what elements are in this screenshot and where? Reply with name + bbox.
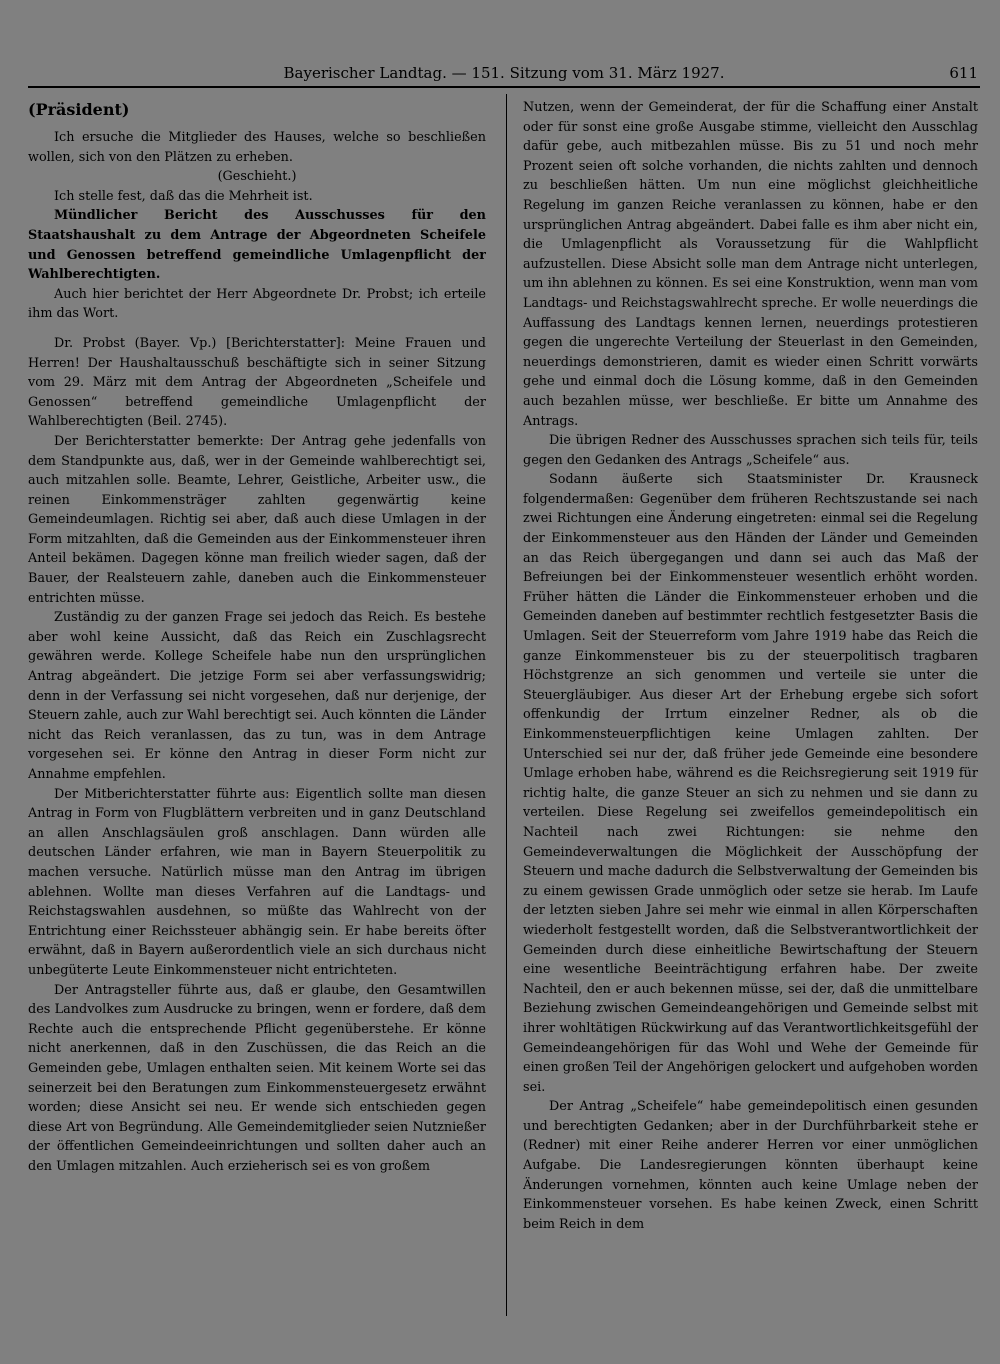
header-rule	[28, 86, 980, 88]
speaker-label: (Präsident)	[28, 100, 130, 119]
paragraph: Der Antragsteller führte aus, daß er glaube, den Gesamtwillen des Landvolkes zum Ausdrucke zu bringen, wenn er fordere, daß dem Rechte auch die entsprechende Pflicht gegenüberstehe. Er könne nicht anerkennen, daß in den Zuschüssen, die das Reich an die Gemeinden gebe, Umlagen enthalten seien. Mit keinem Worte sei das seinerzeit bei den Beratungen zum Einkommensteuergesetz erwähnt worden; diese Ansicht sei neu. Er wende sich entschieden gegen diese Art von Begründung. Alle Gemeindemitglieder seien Nutznießer der öffentlichen Gemeindeeinrichtungen und sollten daher auch an den Umlagen mitzahlen. Auch erzieherisch sei es von großem	[28, 982, 486, 1174]
left-column	[28, 98, 486, 1318]
paragraph: Sodann äußerte sich Staatsminister Dr. Krausneck folgendermaßen: Gegenüber dem früheren Rechtszustande sei nach zwei Richtungen eine Änderung eingetreten: einmal sei die Regelung der Einkommensteuer aus den Händen der Länder und Gemeinden an das Reich übergegangen und dann sei auch das Maß der Befreiungen bei der Einkommensteuer wesentlich erhöht worden. Früher hätten die Länder die Einkommensteuer erhoben und die Gemeinden daneben auf bestimmter rechtlich festgesetzter Basis die Umlagen. Seit der Steuerreform vom Jahre 1919 habe das Reich die ganze Einkommensteuer bis zu der steuerpolitisch tragbaren Höchstgrenze an sich genommen und verteile sie unter die Steuergläubiger. Aus dieser Art der Erhebung ergebe sich sofort offenkundig der Irrtum einzelner Redner, als ob die Einkommensteuerpflichtigen keine Umlagen zahlten. Der Unterschied sei nur der, daß früher jede Gemeinde eine besondere Umlage erhoben habe, während es die Reichsregierung seit 1919 für richtig halte, die ganze Steuer an sich zu nehmen und sie dann zu verteilen. Diese Regelung sei zweifellos gemeindepolitisch ein Nachteil nach zwei Richtungen: sie nehme den Gemeindeverwaltungen die Möglichkeit der Ausschöpfung der Steuern und mache dadurch die Selbstverwaltung der Gemeinden bis zu einem gewissen Grade unmöglich oder setze sie herab. Im Laufe der letzten sieben Jahre sei mehr wie einmal in allen Körperschaften wiederholt festgestellt worden, daß die Selbstverantwortlichkeit der Gemeinden durch diese einheitliche Bewirtschaftung der Steuern eine wesentliche Beeinträchtigung erfahren habe. Der zweite Nachteil, den er auch bekennen müsse, sei der, daß die unmittelbare Beziehung zwischen Gemeindeangehörigen und Gemeinde selbst mit ihrer wohltätigen Rückwirkung auf das Verantwortlichkeitsgefühl der Gemeindeangehörigen für das Wohl und Wehe der Gemeinde für einen großen Teil der Angehörigen gelockert und aufgehoben worden sei.	[523, 472, 978, 1095]
paragraph: Zuständig zu der ganzen Frage sei jedoch das Reich. Es bestehe aber wohl keine Aussicht, daß das Reich ein Zuschlagsrecht gewähren werde. Kollege Scheifele habe nun den ursprünglichen Antrag abgeändert. Die jetzige Form sei aber verfassungswidrig; denn in der Verfassung sei nicht vorgesehen, daß nur derjenige, der Steuern zahle, auch zur Wahl berechtigt sei. Auch könnten die Länder nicht das Reich veranlassen, das zu tun, was in dem Antrage vorgesehen sei. Er könne den Antrag in dieser Form nicht zur Annahme empfehlen.	[28, 610, 486, 782]
paragraph: Nutzen, wenn der Gemeinderat, der für die Schaffung einer Anstalt oder für sonst eine große Ausgabe stimme, vielleicht den Ausschlag dafür gebe, auch mitbezahlen müsse. Bis zu 51 und noch mehr Prozent seien oft solche vorhanden, die nichts zahlten und dennoch zu beschließen hätten. Um nun eine möglichst gleichheitliche Regelung im ganzen Reiche veranlassen zu können, habe er den ursprünglichen Antrag abgeändert. Dabei falle es ihm aber nicht ein, die Umlagenpflicht als Voraussetzung für die Wahlpflicht aufzustellen. Diese Absicht solle man dem Antrage nicht unterlegen, um ihn ablehnen zu können. Es sei eine Konstruktion, wenn man vom Landtags- und Reichstagswahlrecht spreche. Er wolle neuerdings die Auffassung des Landtags kennen lernen, neuerdings protestieren gegen die ungerechte Verteilung der Steuerlast in den Gemeinden, neuerdings demonstrieren, damit es wieder einen Schritt vorwärts gehe und einmal doch die Lösung komme, daß in den Gemeinden auch bezahlen müsse, wer beschließe. Er bitte um Annahme des Antrags.	[523, 100, 978, 429]
agenda-item-title: Mündlicher Bericht des Ausschusses für den Staatshaushalt zu dem Antrage der Abgeordneten Scheifele und Genossen betreffend gemeindliche Umlagenpflicht der Wahlberechtigten.	[28, 208, 486, 283]
header-title: Bayerischer Landtag. — 151. Sitzung vom 31. März 1927.	[283, 64, 725, 82]
paragraph: Ich ersuche die Mitglieder des Hauses, welche so beschließen wollen, sich von den Plätzen zu erheben.	[28, 130, 486, 165]
paragraph: Der Berichterstatter bemerkte: Der Antrag gehe jedenfalls von dem Standpunkte aus, daß, wer in der Gemeinde wahlberechtigt sei, auch mitzahlen solle. Beamte, Lehrer, Geistliche, Arbeiter usw., die reinen Einkommensträger zahlten gegenwärtig keine Gemeindeumlagen. Richtig sei aber, daß auch diese Umlagen in der Form mitzahlten, daß die Gemeinden aus der Einkommensteuer ihren Anteil bekämen. Dagegen könne man freilich wieder sagen, daß der Bauer, der Realsteuern zahle, daneben auch die Einkommensteuer entrichten müsse.	[28, 433, 486, 606]
column-divider	[506, 94, 507, 1316]
paragraph: Dr. Probst (Bayer. Vp.) [Berichterstatter]: Meine Frauen und Herren! Der Haushaltausschuß beschäftigte sich in seiner Sitzung vom 29. März mit dem Antrag der Abgeordneten „Scheifele und Genossen“ betreffend gemeindliche Umlagenpflicht der Wahlberechtigten (Beil. 2745).	[28, 335, 486, 430]
paragraph: Die übrigen Redner des Ausschusses sprachen sich teils für, teils gegen den Gedanken des Antrags „Scheifele“ aus.	[523, 433, 978, 468]
paragraph: Auch hier berichtet der Herr Abgeordnete Dr. Probst; ich erteile ihm das Wort.	[28, 286, 486, 322]
paragraph: Der Mitberichterstatter führte aus: Eigentlich sollte man diesen Antrag in Form von Flugblättern verbreiten und in ganz Deutschland an allen Anschlagsäulen groß anschlagen. Dann würden alle deutschen Länder erfahren, wie man in Bayern Steuerpolitik zu machen versuche. Natürlich müsse man den Antrag im übrigen ablehnen. Wollte man dieses Verfahren auf die Landtags- und Reichstagswahlen ausdehnen, so müßte das Wahlrecht von der Entrichtung einer Reichssteuer abhängig sein. Er habe bereits öfter erwähnt, daß in Bayern außerordentlich viele an sich durchaus nicht unbegüterte Leute Einkommensteuer nicht entrichteten.	[28, 786, 486, 978]
page-header	[30, 62, 978, 84]
right-column	[523, 98, 978, 1318]
paragraph: Der Antrag „Scheifele“ habe gemeindepolitisch einen gesunden und berechtigten Gedanken; aber in der Durchführbarkeit stehe er (Redner) mit einer Reihe anderer Herren vor einer unmöglichen Aufgabe. Die Landesregierungen könnten überhaupt keine Änderungen vornehmen, könnten auch keine Umlage neben der Einkommensteuer vorsehen. Es habe keinen Zweck, einen Schritt beim Reich in dem	[523, 1099, 978, 1232]
paragraph: Ich stelle fest, daß das die Mehrheit ist.	[54, 188, 313, 204]
stage-direction: (Geschieht.)	[217, 169, 297, 185]
page-number: 611	[949, 64, 978, 82]
